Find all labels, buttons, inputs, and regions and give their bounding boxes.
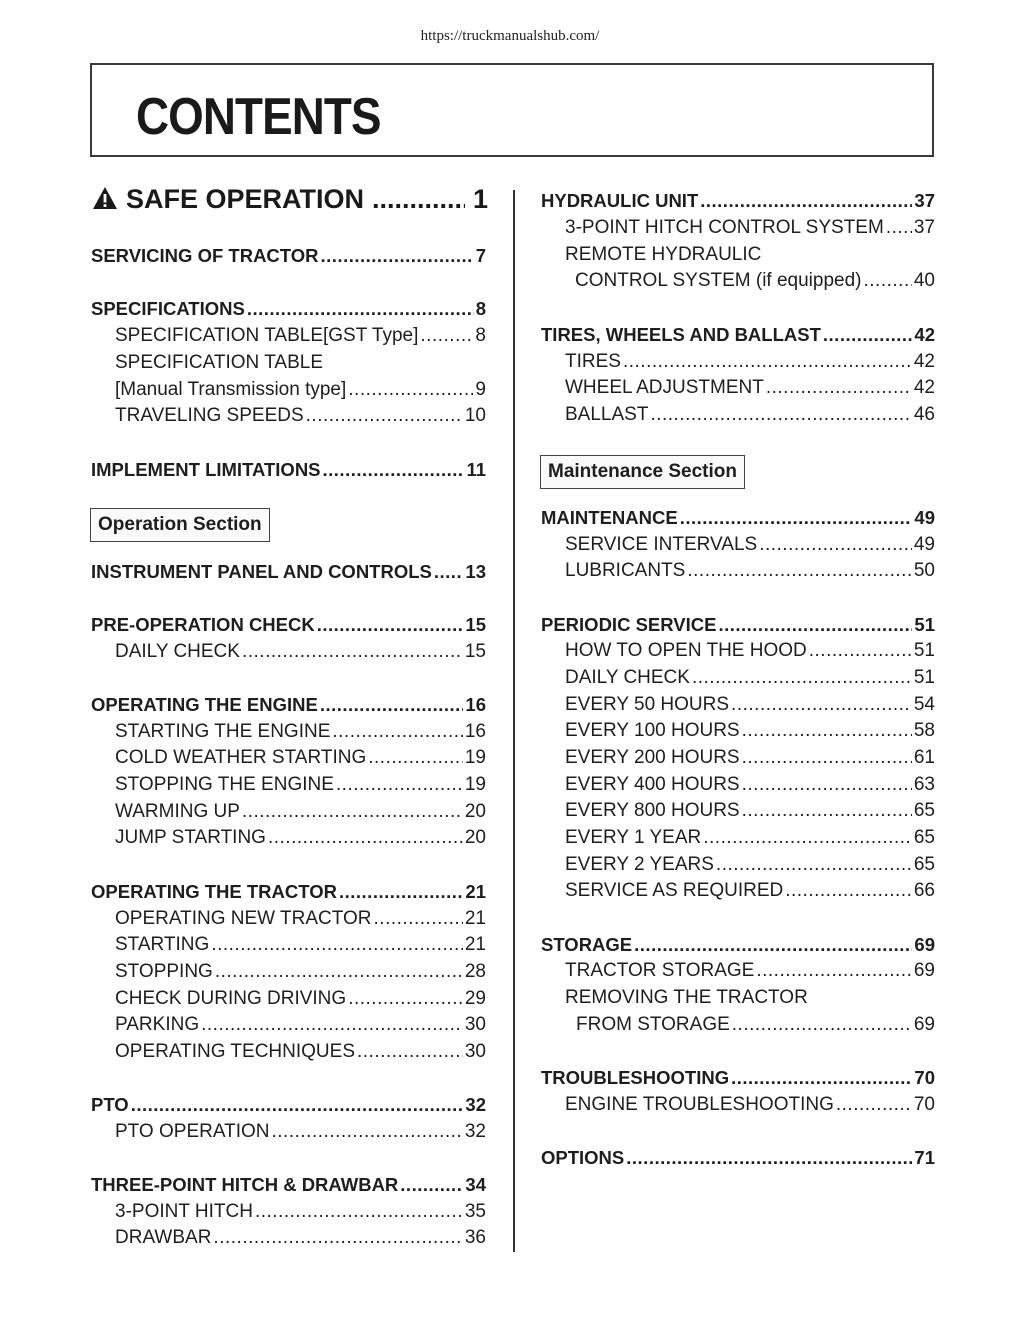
toc-label: STOPPING THE ENGINE <box>115 774 334 795</box>
toc-entry-safe-operation[interactable] <box>92 184 488 215</box>
leader-dots <box>687 558 912 584</box>
toc-label: REMOVING THE TRACTOR <box>565 987 808 1008</box>
toc-entry-check-during-driving[interactable] <box>115 986 486 1012</box>
toc-page-number: 20 <box>464 827 486 848</box>
toc-page-number: 34 <box>465 1174 486 1195</box>
toc-page-number: 65 <box>913 827 935 848</box>
toc-entry-service-intervals[interactable] <box>565 532 935 558</box>
toc-page-number: 32 <box>465 1094 486 1115</box>
toc-page-number: 70 <box>914 1067 935 1088</box>
toc-entry-tires-wheels-ballast[interactable] <box>541 322 935 348</box>
toc-label: SPECIFICATIONS <box>91 298 245 319</box>
toc-entry-remote-control-system[interactable] <box>575 268 935 294</box>
leader-dots <box>211 932 463 958</box>
toc-page-number: 50 <box>913 560 935 581</box>
leader-dots <box>836 1092 912 1118</box>
leader-dots <box>400 1172 463 1198</box>
toc-label: EVERY 50 HOURS <box>565 694 730 715</box>
toc-page-number: 21 <box>465 881 486 902</box>
contents-title-box <box>90 63 934 157</box>
toc-label: IMPLEMENT LIMITATIONS <box>91 459 321 480</box>
page-title: CONTENTS <box>136 88 381 146</box>
leader-dots <box>131 1092 464 1118</box>
toc-label: MAINTENANCE <box>541 507 678 528</box>
toc-label: STORAGE <box>541 934 633 955</box>
toc-page-number: 69 <box>913 960 935 981</box>
toc-label: OPERATING THE ENGINE <box>91 694 318 715</box>
toc-label: [Manual Transmission type] <box>115 379 347 400</box>
toc-entry-maintenance[interactable] <box>541 505 935 531</box>
toc-entry-servicing-of-tractor[interactable] <box>91 243 486 269</box>
leader-dots <box>357 1039 463 1065</box>
toc-label: SPECIFICATION TABLE[GST Type] <box>115 325 419 346</box>
toc-page-number: 21 <box>464 934 486 955</box>
leader-dots <box>718 612 912 638</box>
toc-entry-every-2-years[interactable] <box>565 852 935 878</box>
toc-page-number: 8 <box>475 325 486 346</box>
toc-entry-spec-table <box>115 350 486 376</box>
toc-entry-daily-check-maint[interactable] <box>565 665 935 691</box>
leader-dots <box>823 322 913 348</box>
source-url: https://truckmanualshub.com/ <box>420 28 600 44</box>
toc-page-number: 19 <box>464 747 486 768</box>
toc-page-number: 42 <box>913 351 935 372</box>
leader-dots <box>317 612 464 638</box>
toc-label: PTO OPERATION <box>115 1121 270 1142</box>
toc-page-number: 29 <box>464 988 486 1009</box>
toc-label: ENGINE TROUBLESHOOTING <box>565 1094 834 1115</box>
toc-label: PRE-OPERATION CHECK <box>91 614 315 635</box>
toc-entry-periodic-service[interactable] <box>541 612 935 638</box>
toc-page-number: 8 <box>475 298 486 319</box>
toc-label: SERVICING OF TRACTOR <box>91 245 319 266</box>
toc-entry-engine-troubleshooting[interactable] <box>565 1092 935 1118</box>
toc-entry-warming-up[interactable] <box>115 799 486 825</box>
leader-dots <box>864 268 912 294</box>
toc-label: DRAWBAR <box>115 1227 212 1248</box>
leader-dots <box>348 377 473 403</box>
toc-entry-traveling-speeds[interactable] <box>115 403 486 429</box>
toc-page-number: 15 <box>464 641 486 662</box>
toc-page-number: 46 <box>913 404 935 425</box>
leader-dots <box>339 879 463 905</box>
toc-label: SERVICE INTERVALS <box>565 534 758 555</box>
toc-label: EVERY 800 HOURS <box>565 800 740 821</box>
toc-label: 3-POINT HITCH <box>115 1201 253 1222</box>
leader-dots <box>420 323 473 349</box>
toc-entry-instrument-panel[interactable] <box>91 559 486 585</box>
toc-label: CHECK DURING DRIVING <box>115 988 347 1009</box>
leader-dots <box>255 1199 463 1225</box>
toc-page-number: 10 <box>464 405 486 426</box>
toc-page-number: 37 <box>914 190 935 211</box>
leader-dots <box>809 638 912 664</box>
toc-label: DAILY CHECK <box>115 641 240 662</box>
toc-entry-parking[interactable] <box>115 1012 486 1038</box>
toc-label: STARTING <box>115 934 210 955</box>
toc-entry-removing-the-tractor <box>565 985 935 1011</box>
toc-page-number: 51 <box>914 614 935 635</box>
leader-dots <box>434 559 464 585</box>
toc-label: FROM STORAGE <box>576 1014 730 1035</box>
toc-label: BALLAST <box>565 404 649 425</box>
toc-page-number: 16 <box>464 721 486 742</box>
leader-dots <box>348 986 463 1012</box>
leader-dots <box>650 402 911 428</box>
leader-dots <box>759 532 912 558</box>
toc-entry-ballast[interactable] <box>565 402 935 428</box>
toc-entry-cold-weather-starting[interactable] <box>115 745 486 771</box>
toc-entry-pto-operation[interactable] <box>115 1119 486 1145</box>
toc-label: TRAVELING SPEEDS <box>115 405 304 426</box>
toc-entry-every-100-hours[interactable] <box>565 718 935 744</box>
toc-entry-every-1-year[interactable] <box>565 825 935 851</box>
leader-dots <box>742 745 912 771</box>
toc-entry-lubricants[interactable] <box>565 558 935 584</box>
toc-entry-storage[interactable] <box>541 932 935 958</box>
toc-page-number: 42 <box>914 324 935 345</box>
toc-label: HOW TO OPEN THE HOOD <box>565 640 807 661</box>
toc-label: EVERY 200 HOURS <box>565 747 740 768</box>
toc-entry-spec-table-manual[interactable] <box>115 377 486 403</box>
toc-entry-operating-techniques[interactable] <box>115 1039 486 1065</box>
toc-page-number: 40 <box>913 270 935 291</box>
toc-entry-stopping-the-engine[interactable] <box>115 772 486 798</box>
toc-label: OPERATING TECHNIQUES <box>115 1041 355 1062</box>
leader-dots <box>215 959 463 985</box>
toc-label: JUMP STARTING <box>115 827 266 848</box>
toc-label: 3-POINT HITCH CONTROL SYSTEM <box>565 217 884 238</box>
toc-label: WHEEL ADJUSTMENT <box>565 377 764 398</box>
toc-entry-three-point-hitch-drawbar[interactable] <box>91 1172 486 1198</box>
toc-entry-options[interactable] <box>541 1145 935 1171</box>
toc-page-number: 7 <box>475 245 486 266</box>
toc-label: WARMING UP <box>115 801 240 822</box>
toc-label: STARTING THE ENGINE <box>115 721 331 742</box>
toc-entry-how-to-open-hood[interactable] <box>565 638 935 664</box>
toc-label: HYDRAULIC UNIT <box>541 190 699 211</box>
toc-label: SPECIFICATION TABLE <box>115 352 323 373</box>
leader-dots <box>306 403 463 429</box>
toc-label: STOPPING <box>115 961 213 982</box>
toc-entry-every-50-hours[interactable] <box>565 692 935 718</box>
toc-entry-daily-check[interactable] <box>115 639 486 665</box>
toc-entry-3-point-hitch[interactable] <box>115 1199 486 1225</box>
toc-entry-pto[interactable] <box>91 1092 486 1118</box>
toc-entry-from-storage[interactable] <box>576 1012 935 1038</box>
leader-dots <box>756 958 912 984</box>
toc-entry-drawbar[interactable] <box>115 1225 486 1251</box>
toc-entry-spec-table-gst[interactable] <box>115 323 486 349</box>
toc-page-number: 35 <box>464 1201 486 1222</box>
toc-page-number: 28 <box>464 961 486 982</box>
toc-entry-hydraulic-unit[interactable] <box>541 188 935 214</box>
toc-entry-service-as-required[interactable] <box>565 878 935 904</box>
leader-dots <box>242 799 463 825</box>
section-header-operation: Operation Section <box>90 508 270 542</box>
toc-entry-operating-the-tractor[interactable] <box>91 879 486 905</box>
leader-dots <box>634 932 912 958</box>
leader-dots <box>323 457 465 483</box>
leader-dots <box>680 505 913 531</box>
toc-label: TIRES <box>565 351 621 372</box>
toc-entry-every-800-hours[interactable] <box>565 798 935 824</box>
leader-dots <box>268 825 463 851</box>
toc-entry-starting-the-engine[interactable] <box>115 719 486 745</box>
toc-page-number: 37 <box>913 217 935 238</box>
toc-entry-wheel-adjustment[interactable] <box>565 375 935 401</box>
toc-entry-3-point-hitch-control[interactable] <box>565 215 935 241</box>
toc-label: TRACTOR STORAGE <box>565 960 755 981</box>
toc-label: PARKING <box>115 1014 200 1035</box>
leader-dots <box>213 1225 462 1251</box>
toc-label: COLD WEATHER STARTING <box>115 747 367 768</box>
toc-page-number: 15 <box>465 614 486 635</box>
column-divider <box>513 190 515 1252</box>
toc-entry-every-200-hours[interactable] <box>565 745 935 771</box>
toc-page-number: 70 <box>913 1094 935 1115</box>
toc-page-number: 42 <box>913 377 935 398</box>
toc-page-number: 11 <box>466 459 486 480</box>
leader-dots <box>272 1119 463 1145</box>
toc-label: PERIODIC SERVICE <box>541 614 717 635</box>
toc-page-number: 61 <box>913 747 935 768</box>
toc-label: SERVICE AS REQUIRED <box>565 880 784 901</box>
toc-label: LUBRICANTS <box>565 560 686 581</box>
toc-page-number: 32 <box>464 1121 486 1142</box>
leader-dots <box>201 1012 463 1038</box>
leader-dots <box>372 184 465 215</box>
toc-page-number: 65 <box>913 854 935 875</box>
toc-page-number: 1 <box>472 184 488 214</box>
toc-page-number: 16 <box>465 694 486 715</box>
toc-entry-every-400-hours[interactable] <box>565 772 935 798</box>
leader-dots <box>742 718 912 744</box>
toc-page-number: 9 <box>475 379 486 400</box>
toc-label: CONTROL SYSTEM (if equipped) <box>575 270 862 291</box>
toc-page-number: 71 <box>914 1147 935 1168</box>
toc-page-number: 65 <box>913 800 935 821</box>
toc-entry-troubleshooting[interactable] <box>541 1065 935 1091</box>
toc-label: OPERATING THE TRACTOR <box>91 881 337 902</box>
toc-label: TIRES, WHEELS AND BALLAST <box>541 324 821 345</box>
toc-page-number: 49 <box>913 534 935 555</box>
toc-entry-remote-hydraulic <box>565 242 935 268</box>
toc-label: THREE-POINT HITCH & DRAWBAR <box>91 1174 399 1195</box>
toc-label: EVERY 400 HOURS <box>565 774 740 795</box>
toc-page-number: 66 <box>913 880 935 901</box>
leader-dots <box>626 1145 912 1171</box>
leader-dots <box>692 665 912 691</box>
leader-dots <box>623 349 912 375</box>
toc-page-number: 69 <box>914 934 935 955</box>
toc-label: PTO <box>91 1094 129 1115</box>
leader-dots <box>886 215 912 241</box>
toc-page-number: 20 <box>464 801 486 822</box>
toc-entry-operating-the-engine[interactable] <box>91 692 486 718</box>
toc-page-number: 36 <box>464 1227 486 1248</box>
toc-page-number: 49 <box>914 507 935 528</box>
leader-dots <box>742 772 912 798</box>
toc-label: REMOTE HYDRAULIC <box>565 244 762 265</box>
leader-dots <box>766 375 912 401</box>
toc-page-number: 51 <box>913 667 935 688</box>
toc-page-number: 63 <box>913 774 935 795</box>
toc-page-number: 21 <box>464 908 486 929</box>
toc-entry-tractor-storage[interactable] <box>565 958 935 984</box>
leader-dots <box>732 1012 912 1038</box>
toc-label: EVERY 100 HOURS <box>565 720 740 741</box>
leader-dots <box>742 798 912 824</box>
warning-triangle-icon <box>92 186 118 210</box>
leader-dots <box>332 719 462 745</box>
toc-label: SAFE OPERATION <box>126 184 365 214</box>
toc-page-number: 58 <box>913 720 935 741</box>
toc-entry-starting[interactable] <box>115 932 486 958</box>
leader-dots <box>247 296 474 322</box>
toc-page-number: 13 <box>465 561 486 582</box>
leader-dots <box>320 692 464 718</box>
toc-entry-stopping[interactable] <box>115 959 486 985</box>
toc-entry-pre-operation-check[interactable] <box>91 612 486 638</box>
toc-label: TROUBLESHOOTING <box>541 1067 730 1088</box>
leader-dots <box>731 1065 912 1091</box>
toc-label: OPTIONS <box>541 1147 625 1168</box>
leader-dots <box>785 878 912 904</box>
leader-dots <box>368 745 463 771</box>
toc-label: EVERY 1 YEAR <box>565 827 702 848</box>
toc-label: OPERATING NEW TRACTOR <box>115 908 372 929</box>
section-header-maintenance: Maintenance Section <box>540 455 745 489</box>
toc-entry-implement-limitations[interactable] <box>91 457 486 483</box>
leader-dots <box>374 906 463 932</box>
leader-dots <box>321 243 474 269</box>
toc-entry-operating-new-tractor[interactable] <box>115 906 486 932</box>
toc-page-number: 51 <box>913 640 935 661</box>
leader-dots <box>336 772 463 798</box>
toc-page-number: 30 <box>464 1041 486 1062</box>
toc-entry-specifications[interactable] <box>91 296 486 322</box>
toc-page-number: 19 <box>464 774 486 795</box>
toc-label: INSTRUMENT PANEL AND CONTROLS <box>91 561 432 582</box>
toc-entry-jump-starting[interactable] <box>115 825 486 851</box>
toc-page-number: 30 <box>464 1014 486 1035</box>
toc-label: DAILY CHECK <box>565 667 690 688</box>
leader-dots <box>731 692 912 718</box>
leader-dots <box>700 188 912 214</box>
leader-dots <box>703 825 912 851</box>
toc-label: EVERY 2 YEARS <box>565 854 714 875</box>
leader-dots <box>716 852 912 878</box>
toc-page-number: 69 <box>913 1014 935 1035</box>
leader-dots <box>242 639 463 665</box>
toc-entry-tires[interactable] <box>565 349 935 375</box>
toc-page-number: 54 <box>913 694 935 715</box>
